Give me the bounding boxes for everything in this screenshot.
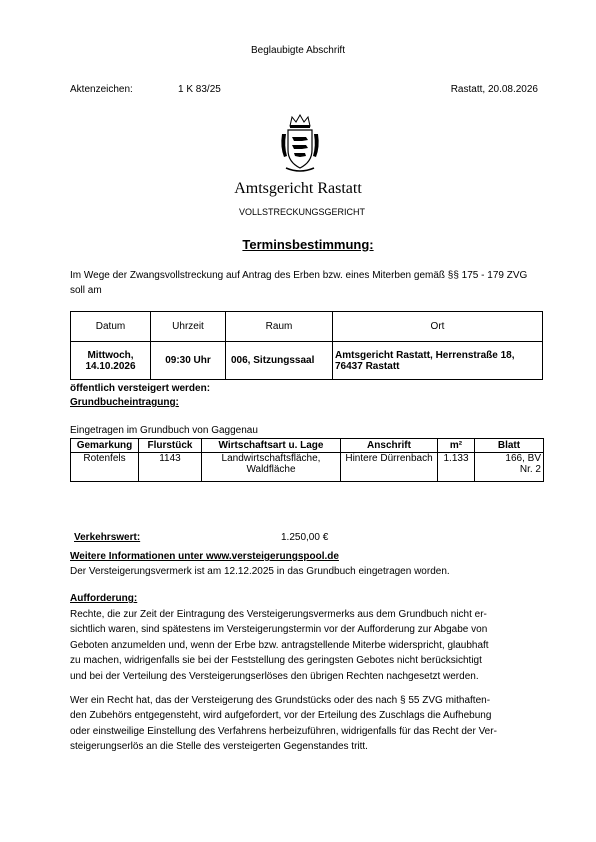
land-register-intro: Eingetragen im Grundbuch von Gaggenau [70, 425, 258, 436]
court-name: Amtsgericht Rastatt [234, 180, 362, 197]
file-ref-value: 1 K 83/25 [178, 84, 221, 95]
appointment-place-line2: 76437 Rastatt [335, 360, 400, 372]
parcel-row [71, 453, 544, 482]
request-line: Geboten anzumelden und, wenn der Erbe bzw. antragstellende Miterbe widerspricht, glaubhaft [70, 639, 489, 651]
court-department: VOLLSTRECKUNGSGERICHT [238, 207, 366, 217]
appointment-table [70, 311, 543, 380]
market-value-label: Verkehrswert: [74, 532, 141, 543]
appointment-time: 09:30 Uhr [151, 342, 226, 380]
appointment-room: 006, Sitzungssaal [226, 342, 333, 380]
appointment-date-line1: Mittwoch, [87, 349, 134, 361]
parcel-blatt-line2: Nr. 2 [519, 464, 541, 475]
request-paragraph [70, 607, 550, 684]
land-register-heading: Grundbucheintragung: [70, 397, 179, 408]
appointment-row [71, 342, 543, 380]
header-raum: Raum [226, 312, 333, 342]
parcel-header-row [71, 439, 544, 453]
parcel-wirtschaftsart-line2: Waldfläche [246, 464, 296, 475]
place-date: Rastatt, 20.08.2026 [450, 84, 538, 95]
header-wirtschaftsart: Wirtschaftsart u. Lage [202, 439, 341, 453]
appointment-place-line1: Amtsgericht Rastatt, Herrenstraße 18, [335, 349, 515, 361]
header-datum: Datum [71, 312, 151, 342]
rights-paragraph [70, 693, 550, 755]
parcel-table [70, 438, 544, 482]
intro-text: Im Wege der Zwangsvollstreckung auf Antrag des Erben bzw. eines Miterben gemäß §§ 175 - 179 ZVG soll am [70, 270, 528, 296]
request-line: sichtlich waren, sind spätestens im Versteigerungstermin vor der Aufforderung zur Abgabe von [70, 624, 488, 636]
parcel-blatt-line1: 166, BV [505, 453, 541, 464]
appointment-date [71, 342, 151, 380]
header-blatt: Blatt [475, 439, 544, 453]
header-uhrzeit: Uhrzeit [151, 312, 226, 342]
request-line: und bei der Verteilung des Versteigerungserlöses den übrigen Rechten nachgesetzt werden. [70, 670, 479, 682]
parcel-wirtschaftsart-line1: Landwirtschaftsfläche, [221, 453, 321, 464]
rights-line: oder einstweilige Einstellung des Verfahrens herbeizuführen, widrigenfalls für das Recht der Ver- [70, 725, 497, 737]
parcel-wirtschaftsart [202, 453, 341, 482]
certified-copy-label: Beglaubigte Abschrift [251, 45, 345, 56]
auction-text: öffentlich versteigert werden: [70, 383, 211, 394]
header-ort: Ort [333, 312, 543, 342]
coat-of-arms-icon [280, 112, 320, 174]
more-info-link[interactable]: Weitere Informationen unter www.versteigerungspool.de [70, 551, 339, 562]
parcel-m2: 1.133 [438, 453, 475, 482]
header-flurstueck: Flurstück [139, 439, 202, 453]
parcel-blatt [475, 453, 544, 482]
rights-line: steigerungserlös an die Stelle des versteigerten Gegenstandes tritt. [70, 741, 368, 753]
appointment-place [333, 342, 543, 380]
parcel-gemarkung: Rotenfels [71, 453, 139, 482]
header-m2: m² [438, 439, 475, 453]
header-gemarkung: Gemarkung [71, 439, 139, 453]
page-title: Terminsbestimmung: [242, 237, 374, 252]
request-line: Rechte, die zur Zeit der Eintragung des Versteigerungsvermerks aus dem Grundbuch nicht er- [70, 609, 487, 620]
market-value: 1.250,00 € [281, 532, 329, 543]
registration-note: Der Versteigerungsvermerk ist am 12.12.2025 in das Grundbuch eingetragen worden. [70, 566, 450, 577]
appointment-date-line2: 14.10.2026 [85, 360, 136, 372]
header-anschrift: Anschrift [341, 439, 438, 453]
parcel-anschrift: Hintere Dürrenbach [341, 453, 438, 482]
parcel-flurstueck: 1143 [139, 453, 202, 482]
request-heading: Aufforderung: [70, 593, 138, 604]
request-line: zu machen, widrigenfalls sie bei der Feststellung des geringsten Gebotes nicht berücksichtigt [70, 655, 482, 667]
rights-line: Wer ein Recht hat, das der Versteigerung des Grundstücks oder des nach § 55 ZVG mithaften- [70, 695, 491, 706]
file-ref-label: Aktenzeichen: [70, 84, 133, 95]
rights-line: den Zubehörs entgegensteht, wird aufgefordert, vor der Erteilung des Zuschlags die Aufhebung [70, 710, 492, 722]
appointment-header-row [71, 312, 543, 342]
